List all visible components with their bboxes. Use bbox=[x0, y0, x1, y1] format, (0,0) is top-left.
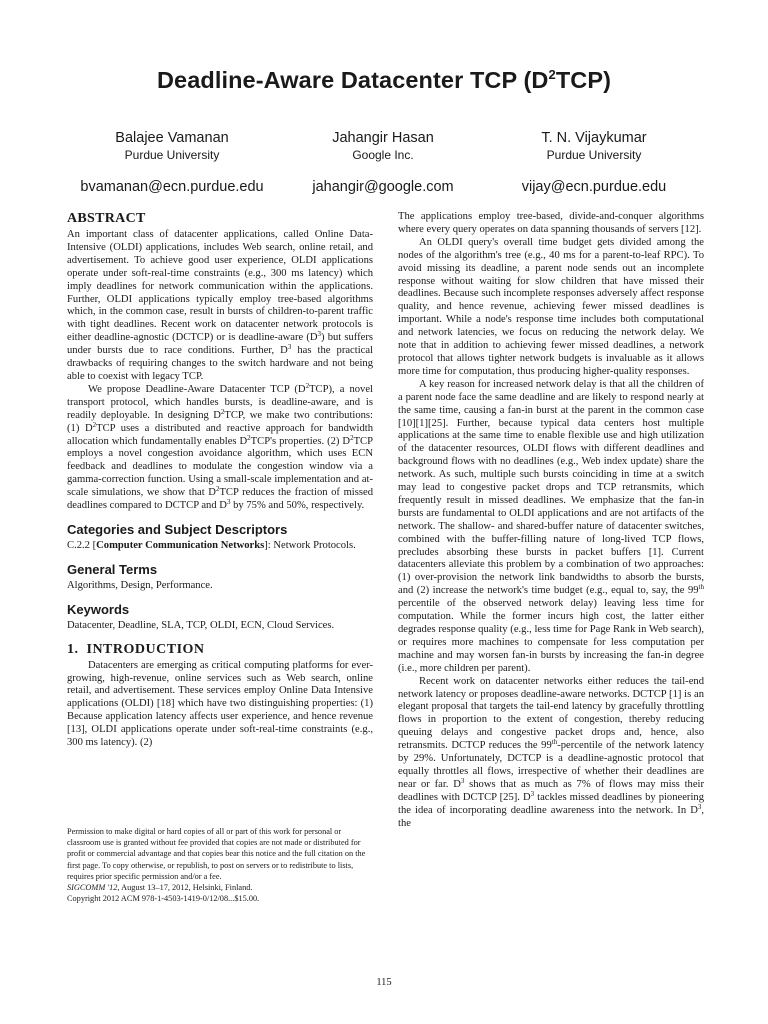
general-terms-heading: General Terms bbox=[67, 561, 158, 577]
author-name: Balajee Vamanan bbox=[115, 130, 229, 146]
categories-text: C.2.2 [Computer Communication Networks]: Network Protocols. bbox=[67, 539, 356, 551]
author-name: Jahangir Hasan bbox=[332, 130, 434, 146]
author-block bbox=[52, 129, 292, 196]
permission-text: Permission to make digital or hard copies of all or part of this work for personal or classroom use is granted without fee provided that copies are not made or distributed for profit or commercial advantage and that copies bear this notice and the full citation on the first page. To copy otherwise, or republish, to post on servers or to redistribute to lists, requires prior specific permission and/or a fee. bbox=[67, 827, 366, 881]
copyright-line: Copyright 2012 ACM 978-1-4503-1419-0/12/08...$15.00. bbox=[67, 894, 260, 904]
author-affiliation: Purdue University bbox=[546, 148, 642, 162]
body-paragraph: An OLDI query's overall time budget gets divided among the nodes of the algorithm's tree (e.g., 40 ms for a parent-to-leaf RPC). To avoid missing its deadline, a parent node sends out an incomplete response without waiting for slow children that have missed their deadlines. Because such incomplete responses adversely affect response quality, and hence revenue, achieving fewer missed deadlines is important. While a node's response time includes both computational and network latencies, we focus on reducing the network delay. We note that in addition to achieving fewer missed deadlines, a network protocol that allows tighter network budgets is invaluable as it allows more time for computation, thus producing higher-quality responses. bbox=[398, 236, 704, 377]
introduction-paragraph: Datacenters are emerging as critical computing platforms for ever-growing, high-revenue, online services such as Web search, online retail, and advertisement. These services employ Online Data Intensive applications (OLDI) [18] which have two distinguishing properties: (1) Because application latency affects user experience, and hence revenue [13], OLDI applications operate under soft-real-time constraints (e.g., 300 ms latency). (2) bbox=[67, 659, 373, 749]
abstract-paragraph: An important class of datacenter applications, called Online Data-Intensive (OLDI) applications, includes Web search, online retail, and advertisement. To achieve good user experience, OLDI applications operate under soft-real-time constraints (e.g., 300 ms latency) which imply deadlines for network communication within the applications. Further, OLDI applications typically employ tree-based algorithms which, in the common case, result in bursts of children-to-parent traffic with tight deadlines. Recent work on datacenter network protocols is either deadline-agnostic (DCTCP) or is deadline-aware $(D^3)$ but suffers under bursts due to race conditions. Further, $D^3$ has the practical drawbacks of requiring changes to the switch hardware and not being able to coexist with legacy TCP. bbox=[67, 229, 373, 382]
body-paragraph: Recent work on datacenter networks either reduces the tail-end network latency or proposes deadline-aware networks. DCTCP [1] is an elegant proposal that targets the tail-end latency by gracefully throttling flows in proportion to the extent of congestion, thereby reducing queuing delays and congestive packet drops and, hence, also retransmits. DCTCP reduces the 99th-percentile of the network latency by 29%. Unfortunately, DCTCP is a deadline-agnostic protocol that equally throttles all flows, irrespective of whether their deadlines are near or far. $D^3$ shows that as much as 7% of flows may miss their deadlines with DCTCP [25]. $D^3$ tackles missed deadlines by pioneering the idea of incorporating deadline awareness into the network. In $D^3$, the bbox=[398, 675, 705, 829]
body-paragraph: The applications employ tree-based, divide-and-conquer algorithms where every query operates on data spanning thousands of servers [12]. bbox=[398, 211, 704, 235]
abstract-paragraph: We propose Deadline-Aware Datacenter TCP $(D^2TCP)$, a novel transport protocol, which handles bursts, is deadline-aware, and is readily deployable. In designing $D^2TCP$, we make two contributions: (1) $D^2TCP$ uses a distributed and reactive approach for bandwidth allocation which fundamentally enables $D^2TCP's$ properties. (2) $D^2TCP$ employs a novel congestion avoidance algorithm, which uses ECN feedback and deadlines to modulate the congestion window via a gamma-correction function. Using a small-scale implementation and at-scale simulations, we show that $D^2TCP$ reduces the fraction of missed deadlines compared to DCTCP and $D^3$ by 75% and 50%, respectively. bbox=[67, 381, 374, 512]
permission-notice bbox=[67, 826, 367, 904]
author-name: T. N. Vijaykumar bbox=[541, 130, 647, 146]
author-affiliation: Google Inc. bbox=[352, 148, 414, 162]
author-email: jahangir@google.com bbox=[312, 179, 454, 195]
author-block bbox=[263, 129, 503, 196]
body-paragraph: A key reason for increased network delay is that all the children of a parent node face the same deadline and are likely to respond nearly at the same time, causing a fan-in burst at the parent in the common case [10][1][25]. Further, because typical data centers host multiple applications at the same time to enable flexible use and high utilization of the datacenter resources, OLDI flows with different deadlines and background flows with no deadlines (e.g., Web index update) share the network. As such, multiple such bursts coinciding in time at a switch may lead to congestive packet drops and TCP retransmits, which frequently result in missed deadlines. We emphasize that the fan-in bursts are fundamental to OLDI applications and are not artifacts of the network. The shallow- and shared-buffer nature of datacenter switches, combined with the buffer-filling nature of long-lived TCP flows, precludes absorbing these bursts in packet buffers [1]. Current datacenters alleviate this problem by a combination of two approaches: (1) over-provision the network link bandwidths to absorb the bursts, and (2) increase the network's time budget (e.g., equal to, say, the 99th percentile of the observed network delay) leaving less time for computation. While the former incurs high cost, the latter either degrades response quality (e.g., less time for Page Rank in Web search), or requires more machines to compensate for less computation per machine and may worsen fan-in bursts by increasing the fan-in degree (i.e., more children per parent). bbox=[398, 378, 704, 674]
title-superscript: 2 bbox=[548, 67, 556, 82]
author-block bbox=[474, 129, 714, 196]
abstract-heading: ABSTRACT bbox=[67, 211, 146, 226]
author-email: bvamanan@ecn.purdue.edu bbox=[80, 179, 264, 195]
page-number: 115 bbox=[376, 977, 392, 988]
author-affiliation: Purdue University bbox=[124, 148, 220, 162]
left-column bbox=[67, 211, 373, 750]
introduction-heading: 1. INTRODUCTION bbox=[67, 641, 205, 657]
general-terms-text: Algorithms, Design, Performance. bbox=[67, 579, 213, 591]
categories-heading: Categories and Subject Descriptors bbox=[67, 521, 288, 537]
keywords-heading: Keywords bbox=[67, 601, 130, 617]
right-column bbox=[398, 211, 704, 831]
author-email: vijay@ecn.purdue.edu bbox=[521, 179, 667, 195]
paper-title: Deadline-Aware Datacenter TCP $(D^2TCP)$ bbox=[156, 67, 612, 93]
keywords-text: Datacenter, Deadline, SLA, TCP, OLDI, ECN, Cloud Services. bbox=[67, 619, 335, 631]
venue-line: SIGCOMM '12, August 13–17, 2012, Helsinki, Finland. bbox=[67, 883, 253, 893]
